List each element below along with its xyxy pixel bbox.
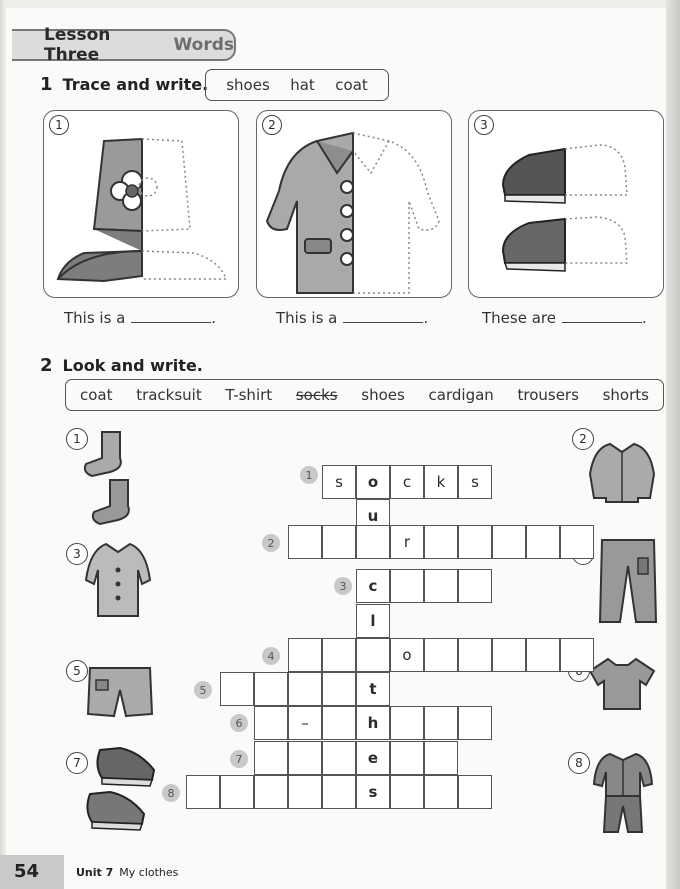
- crossword-cell[interactable]: [220, 775, 254, 809]
- word-bank-word: coat: [80, 386, 113, 404]
- crossword-clue-number: 2: [262, 534, 280, 552]
- crossword-cell: e: [356, 741, 390, 775]
- picture-card-3: [468, 110, 664, 298]
- section-1-instruction: Trace and write.: [62, 75, 209, 94]
- crossword-cell: s: [356, 775, 390, 809]
- item-number: 2: [262, 115, 282, 135]
- crossword-cell[interactable]: [424, 638, 458, 672]
- crossword-cell[interactable]: [390, 775, 424, 809]
- unit-label: [76, 866, 178, 879]
- crossword-cell: k: [424, 465, 458, 499]
- coat-small-icon: [80, 540, 156, 620]
- sentence-text: This is a: [276, 309, 338, 327]
- crossword-cell[interactable]: [356, 638, 390, 672]
- picture-number: 8: [568, 752, 590, 774]
- crossword-clue-number: 8: [162, 784, 180, 802]
- answer-blank[interactable]: [343, 308, 423, 323]
- section-2-heading: [40, 355, 203, 376]
- picture-number: 3: [66, 543, 88, 565]
- crossword-cell[interactable]: [322, 638, 356, 672]
- crossword-cell[interactable]: [186, 775, 220, 809]
- picture-number: 5: [66, 660, 88, 682]
- word-bank-word: T-shirt: [225, 386, 273, 404]
- sentence-end: .: [211, 309, 217, 327]
- word-bank-word: trousers: [517, 386, 579, 404]
- section-2-number: 2: [40, 355, 53, 376]
- picture-number: 2: [572, 428, 594, 450]
- tracksuit-icon: [590, 750, 656, 836]
- crossword-cell[interactable]: [288, 741, 322, 775]
- crossword-cell[interactable]: [526, 525, 560, 559]
- cardigan-icon: [586, 440, 658, 504]
- word-bank-word: cardigan: [428, 386, 494, 404]
- crossword-clue-number: 5: [194, 681, 212, 699]
- lesson-title: Lesson Three: [44, 25, 111, 65]
- sentence-3: [482, 308, 647, 327]
- crossword-cell[interactable]: [322, 706, 356, 740]
- sentence-end: .: [423, 309, 429, 327]
- crossword-cell: o: [356, 465, 390, 499]
- lesson-subtitle: Words: [173, 35, 234, 55]
- crossword-cell: h: [356, 706, 390, 740]
- page-top-edge: [0, 0, 680, 8]
- crossword-cell[interactable]: [424, 569, 458, 603]
- crossword-clue-number: 4: [262, 647, 280, 665]
- crossword-cell[interactable]: [458, 569, 492, 603]
- word-bank-word: shorts: [602, 386, 649, 404]
- word-bank-word: coat: [335, 76, 368, 94]
- crossword-cell: s: [322, 465, 356, 499]
- crossword-clue-number: 6: [230, 714, 248, 732]
- sentence-1: [64, 308, 216, 327]
- crossword-cell[interactable]: [288, 638, 322, 672]
- crossword-cell[interactable]: [424, 775, 458, 809]
- sneakers-icon: [80, 740, 160, 840]
- crossword-cell[interactable]: [254, 672, 288, 706]
- sentence-text: This is a: [64, 309, 126, 327]
- crossword-cell[interactable]: [220, 672, 254, 706]
- crossword-clue-number: 7: [230, 750, 248, 768]
- section-1-heading: [40, 74, 208, 95]
- coat-icon: [257, 111, 453, 299]
- answer-blank[interactable]: [131, 308, 211, 323]
- trousers-icon: [596, 536, 660, 626]
- crossword-cell[interactable]: [254, 706, 288, 740]
- crossword-cell: t: [356, 672, 390, 706]
- crossword-cell: –: [288, 706, 322, 740]
- word-bank-word: tracksuit: [136, 386, 202, 404]
- crossword-cell[interactable]: [526, 638, 560, 672]
- section-2-word-bank: [65, 379, 664, 411]
- crossword-cell[interactable]: [492, 638, 526, 672]
- sentence-text: These are: [482, 309, 556, 327]
- crossword-cell[interactable]: [560, 638, 594, 672]
- crossword-cell[interactable]: [254, 775, 288, 809]
- crossword-cell[interactable]: [560, 525, 594, 559]
- crossword-cell[interactable]: [322, 672, 356, 706]
- shoes-icon: [469, 111, 665, 299]
- lesson-banner: [12, 25, 236, 65]
- word-bank-word: hat: [290, 76, 315, 94]
- page-right-edge: [666, 0, 680, 889]
- page-number: 54: [14, 861, 40, 882]
- crossword-cell[interactable]: [288, 525, 322, 559]
- picture-number: 7: [66, 752, 88, 774]
- socks-icon: [80, 428, 152, 528]
- crossword-cell[interactable]: [424, 741, 458, 775]
- crossword-cell[interactable]: [424, 706, 458, 740]
- page-left-edge: [0, 0, 6, 889]
- section-1-word-bank: [205, 69, 389, 101]
- crossword-cell: c: [356, 569, 390, 603]
- unit-title: My clothes: [119, 866, 179, 879]
- crossword-cell[interactable]: [492, 525, 526, 559]
- answer-blank[interactable]: [562, 308, 642, 323]
- crossword-clue-number: 3: [334, 577, 352, 595]
- hat-icon: [44, 111, 240, 299]
- crossword-cell: c: [390, 465, 424, 499]
- crossword-cell[interactable]: [458, 525, 492, 559]
- picture-card-2: [256, 110, 452, 298]
- crossword-cell[interactable]: [288, 672, 322, 706]
- sentence-end: .: [641, 309, 647, 327]
- crossword-cell[interactable]: [356, 525, 390, 559]
- crossword-cell: o: [390, 638, 424, 672]
- unit-number: Unit 7: [76, 866, 114, 879]
- crossword-cell[interactable]: [424, 525, 458, 559]
- shorts-icon: [84, 664, 156, 720]
- crossword-cell[interactable]: [254, 741, 288, 775]
- crossword-cell[interactable]: [322, 775, 356, 809]
- crossword-cell: s: [458, 465, 492, 499]
- item-number: 1: [49, 115, 69, 135]
- crossword-cell[interactable]: [458, 775, 492, 809]
- crossword-cell: l: [356, 604, 390, 638]
- sentence-2: [276, 308, 428, 327]
- crossword-cell: r: [390, 525, 424, 559]
- picture-number: 1: [66, 428, 88, 450]
- tshirt-icon: [586, 655, 658, 713]
- section-1-number: 1: [40, 74, 53, 95]
- crossword-cell[interactable]: [390, 569, 424, 603]
- crossword-cell[interactable]: [288, 775, 322, 809]
- word-bank-word: shoes: [361, 386, 405, 404]
- picture-card-1: [43, 110, 239, 298]
- crossword-cell[interactable]: [458, 706, 492, 740]
- crossword-cell[interactable]: [390, 706, 424, 740]
- item-number: 3: [474, 115, 494, 135]
- section-2-instruction: Look and write.: [62, 356, 203, 375]
- crossword-cell[interactable]: [322, 741, 356, 775]
- crossword-cell: u: [356, 499, 390, 533]
- word-bank-word: shoes: [226, 76, 270, 94]
- crossword-cell[interactable]: [390, 741, 424, 775]
- crossword-cell[interactable]: [322, 525, 356, 559]
- word-bank-word-crossed: socks: [295, 386, 338, 404]
- crossword-clue-number: 1: [300, 466, 318, 484]
- crossword-cell[interactable]: [458, 638, 492, 672]
